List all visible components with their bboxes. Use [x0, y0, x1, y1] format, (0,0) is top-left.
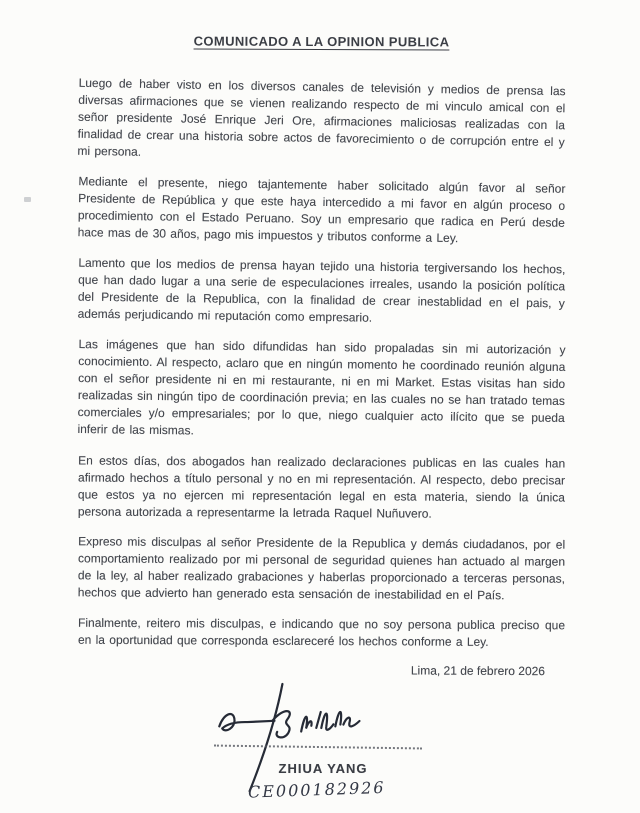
scan-artifact-mark	[24, 197, 31, 202]
paragraph-4: Las imágenes que han sido difundidas han sido propaladas sin mi autorización y conocimiento. Al respecto, aclaro que en ningún momento he coordinado reunión alguna con el señor presidente ni en mi restaurante, ni en mi Market. Estas visitas han sido realizadas sin ningún tipo de coordinación previa; en las cuales no se han tratado temas comerciales y/o empresariales; por lo que, niego cualquier acto ilícito que se pueda inferir de las mismas.	[77, 337, 566, 438]
signature-block	[78, 687, 565, 813]
paragraph-1: Luego de haber visto en los diversos canales de televisión y medios de prensa las diversas afirmaciones que se vienen realizando respecto de mi vinculo amical con el señor presidente José Enrique Jeri Ore, afirmaciones maliciosas realizadas con la finalidad de crear una historia sobre actos de favorecimiento o de corrupción entre el y mi persona.	[77, 75, 566, 159]
paragraph-6: Expreso mis disculpas al señor Presidente de la Republica y demás ciudadanos, por el comportamiento realizado por mi personal de seguridad quienes han actuado al margen de la ley, al haber realizado grabaciones y haberlas proporcionado a terceras personas, hechos que advierto han generado esta sensación de inestabilidad en el País.	[77, 534, 566, 603]
dateline: Lima, 21 de febrero 2026	[410, 663, 546, 679]
paragraph-5: En estos días, dos abogados han realizado declaraciones publicas en las cuales han afirmado hechos a título personal y no en mi representación. Al respecto, debo precisar que estos ya no ejercen mi representación legal en esta materia, siendo la única persona autorizada a representarme la letrada Raquel Nuñuvero.	[77, 453, 566, 521]
paragraph-3: Lamento que los medios de prensa hayan tejido una historia tergiversando los hechos, que han dado lugar a una serie de especulaciones irreales, usando la posición política del Presidente de la Republica, con la finalidad de crear inestablidad en el pais, y además perjudicando mi reputación como empresario.	[77, 255, 566, 325]
paragraph-2: Mediante el presente, niego tajantemente haber solicitado algún favor al señor Presidente de República y que este haya intercedido a mi favor en algún proceso o procedimiento con el Estado Peruano. Soy un empresario que radica en Perú desde hace mas de 30 años, pago mis impuestos y tributos conforme a Ley.	[77, 174, 566, 246]
signature-name: ZHIUA YANG	[278, 761, 368, 776]
document-body	[77, 75, 566, 650]
document-title: COMUNICADO A LA OPINION PUBLICA	[193, 33, 450, 50]
signature-dotted-line	[214, 733, 422, 750]
paragraph-7: Finalmente, reitero mis disculpas, e indicando que no soy persona publica preciso que en la oportunidad que corresponda esclareceré los hechos conforme a Ley.	[77, 615, 566, 649]
signature-id-number: CE000182926	[247, 777, 386, 802]
